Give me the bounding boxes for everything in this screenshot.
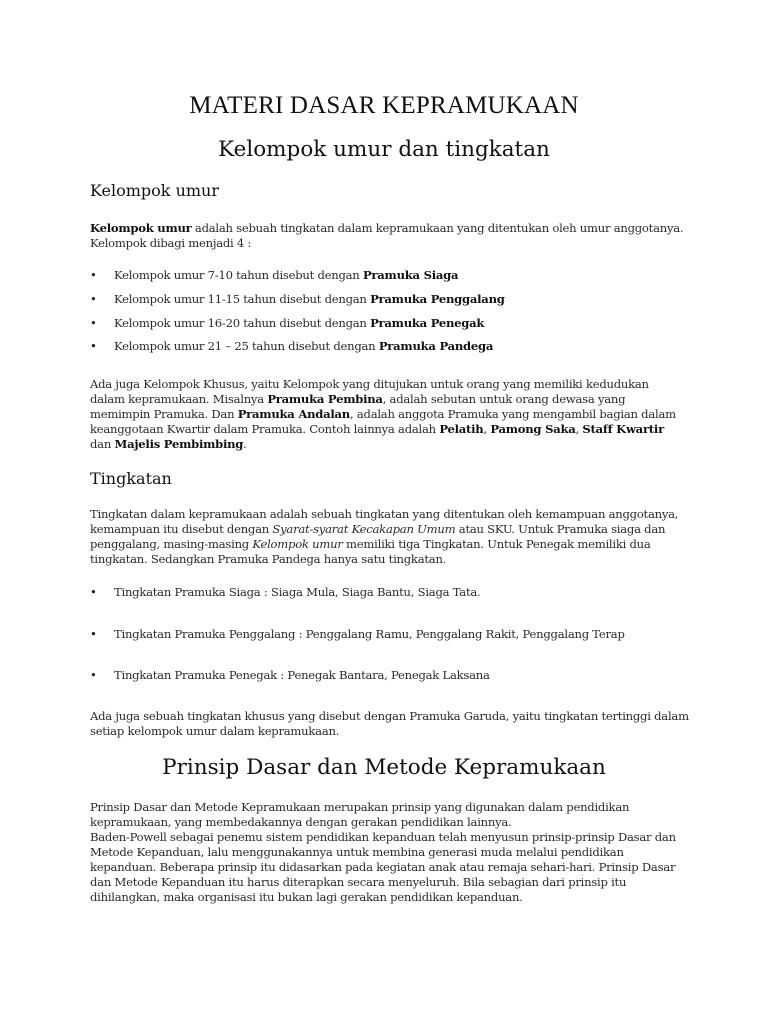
- paragraph-kelompok-khusus: [90, 377, 690, 452]
- list-item-text: [114, 316, 484, 331]
- tingkatan-italic-term: Syarat-syarat Kecakapan Umum: [272, 522, 456, 536]
- page-title: MATERI DASAR KEPRAMUKAAN: [189, 92, 579, 119]
- list-item-label: Kelompok umur 16-20 tahun disebut dengan: [114, 316, 371, 330]
- list-item-bold: Pramuka Penggalang: [370, 292, 505, 306]
- khusus-line-3: [90, 407, 690, 422]
- khusus-text: dan: [90, 437, 115, 451]
- intro-line-1-text: adalah sebuah tingkatan dalam kepramukaan yang ditentukan oleh umur anggotanya.: [191, 221, 684, 235]
- list-item-bold: Pramuka Siaga: [362, 268, 459, 282]
- tingkatan-line-4: tingkatan. Sedangkan Pramuka Pandega hanya satu tingkatan.: [90, 552, 447, 566]
- prinsip-line: Baden-Powell sebagai penemu sistem pendidikan kepanduan telah menyusun prinsip-prinsip Dasar dan: [90, 830, 676, 844]
- page-subtitle: Kelompok umur dan tingkatan: [218, 137, 550, 162]
- heading-tingkatan: Tingkatan: [90, 469, 172, 488]
- intro-line-1: [90, 221, 690, 236]
- list-item-label: Kelompok umur 11-15 tahun disebut dengan: [114, 292, 371, 306]
- khusus-text: , adalah anggota Pramuka yang mengambil bagian dalam: [349, 407, 676, 421]
- garuda-line-1: Ada juga sebuah tingkatan khusus yang disebut dengan Pramuka Garuda, yaitu tingkatan tertinggi dalam: [90, 709, 689, 723]
- list-item-text: Tingkatan Pramuka Penggalang : Penggalang Ramu, Penggalang Rakit, Penggalang Terap: [114, 627, 625, 641]
- intro-bold-term: Kelompok umur: [90, 221, 192, 235]
- list-item-bold: Pramuka Penegak: [370, 316, 485, 330]
- bullet-icon: •: [90, 627, 97, 641]
- khusus-line-5: [90, 437, 690, 452]
- bullet-icon: •: [90, 292, 97, 306]
- bullet-icon: •: [90, 268, 97, 282]
- khusus-line-1: Ada juga Kelompok Khusus, yaitu Kelompok yang ditujukan untuk orang yang memiliki kedudukan: [90, 377, 649, 391]
- prinsip-line: dan Metode Kepanduan itu harus diterapkan secara menyeluruh. Bila sebagian dari prinsip itu: [90, 875, 627, 889]
- list-item-bold: Pramuka Pandega: [378, 339, 494, 353]
- khusus-bold-term: Majelis Pembimbing: [114, 437, 244, 451]
- prinsip-line: Prinsip Dasar dan Metode Kepramukaan merupakan prinsip yang digunakan dalam pendidikan: [90, 800, 630, 814]
- tingkatan-line-3: [90, 537, 690, 552]
- list-item-text: Tingkatan Pramuka Penegak : Penegak Bantara, Penegak Laksana: [114, 668, 490, 682]
- khusus-line-4: [90, 422, 690, 437]
- khusus-text: ,: [483, 422, 491, 436]
- list-item-text: [114, 268, 458, 283]
- khusus-text: memimpin Pramuka. Dan: [90, 407, 238, 421]
- tingkatan-italic-term: Kelompok umur: [252, 537, 343, 551]
- list-item-text: [114, 339, 493, 354]
- prinsip-line: kepramukaan, yang membedakannya dengan gerakan pendidikan lainnya.: [90, 815, 512, 829]
- paragraph-tingkatan-garuda: [90, 709, 690, 739]
- tingkatan-line-2: [90, 522, 690, 537]
- tingkatan-text: atau SKU. Untuk Pramuka siaga dan: [455, 522, 666, 536]
- tingkatan-text: memiliki tiga Tingkatan. Untuk Penegak memiliki dua: [342, 537, 651, 551]
- tingkatan-text: penggalang, masing-masing: [90, 537, 253, 551]
- paragraph-prinsip: [90, 800, 690, 905]
- khusus-bold-term: Pramuka Andalan: [237, 407, 350, 421]
- khusus-bold-term: Staff Kwartir: [582, 422, 664, 436]
- heading-kelompok-umur: Kelompok umur: [90, 181, 219, 200]
- list-item-label: Kelompok umur 7-10 tahun disebut dengan: [114, 268, 363, 282]
- prinsip-line: kepanduan. Beberapa prinsip itu didasarkan pada kegiatan anak atau remaja sehari-hari. Prinsip Dasar: [90, 860, 676, 874]
- khusus-line-2: [90, 392, 690, 407]
- tingkatan-line-1: Tingkatan dalam kepramukaan adalah sebuah tingkatan yang ditentukan oleh kemampuan anggotanya,: [90, 507, 679, 521]
- list-item-label: Kelompok umur 21 – 25 tahun disebut dengan: [114, 339, 379, 353]
- bullet-icon: •: [90, 668, 97, 682]
- prinsip-line: dihilangkan, maka organisasi itu bukan lagi gerakan pendidikan kepanduan.: [90, 890, 523, 904]
- khusus-bold-term: Pelatih: [439, 422, 484, 436]
- khusus-text: ,: [575, 422, 583, 436]
- prinsip-line: Metode Kepanduan, lalu menggunakannya untuk membina generasi muda melalui pendidikan: [90, 845, 624, 859]
- khusus-text: keanggotaan Kwartir dalam Pramuka. Contoh lainnya adalah: [90, 422, 440, 436]
- khusus-text: , adalah sebutan untuk orang dewasa yang: [382, 392, 626, 406]
- list-item-text: [114, 292, 505, 307]
- khusus-bold-term: Pramuka Pembina: [267, 392, 383, 406]
- list-item-text: Tingkatan Pramuka Siaga : Siaga Mula, Siaga Bantu, Siaga Tata.: [114, 585, 481, 599]
- bullet-icon: •: [90, 339, 97, 353]
- heading-prinsip-dasar: Prinsip Dasar dan Metode Kepramukaan: [162, 755, 606, 780]
- khusus-text: dalam kepramukaan. Misalnya: [90, 392, 268, 406]
- paragraph-kelompok-intro: [90, 221, 690, 251]
- khusus-text: .: [243, 437, 247, 451]
- tingkatan-text: kemampuan itu disebut dengan: [90, 522, 273, 536]
- paragraph-tingkatan-intro: [90, 507, 690, 567]
- bullet-icon: •: [90, 585, 97, 599]
- bullet-icon: •: [90, 316, 97, 330]
- garuda-line-2: setiap kelompok umur dalam kepramukaan.: [90, 724, 340, 738]
- intro-line-2: Kelompok dibagi menjadi 4 :: [90, 236, 252, 250]
- khusus-bold-term: Pamong Saka: [490, 422, 576, 436]
